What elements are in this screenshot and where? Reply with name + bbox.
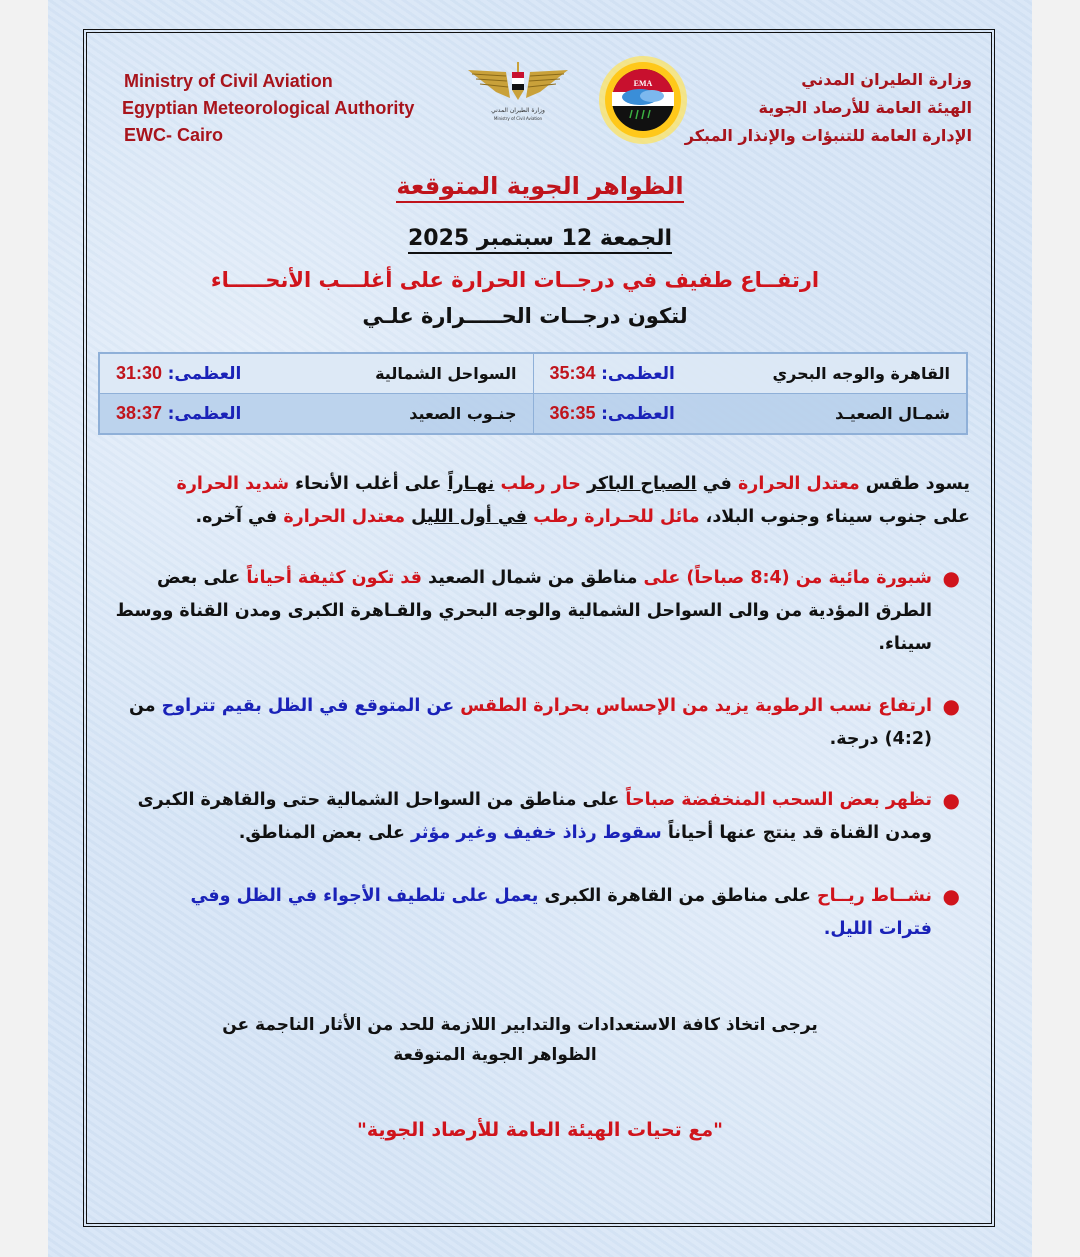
text-segment: ارتفاع نسب الرطوبة يزيد من الإحساس بحرارة الطقس (460, 696, 932, 716)
intro-line-2 (110, 501, 970, 534)
header-arabic (685, 66, 972, 150)
bullet-dot-icon: ● (942, 788, 960, 812)
bullet-item (102, 562, 960, 661)
max-temp-value: 35:34 (549, 363, 596, 383)
text-segment: نشــاط ريــاح (817, 886, 932, 906)
bullet-text (138, 790, 932, 843)
date-text: الجمعة 12 سبتمبر 2025 (408, 226, 672, 254)
max-temp-value: 38:37 (116, 403, 163, 423)
text-segment: شديد الحرارة (176, 474, 290, 494)
signoff: "مع تحيات الهيئة العامة للأرصاد الجوية" (356, 1119, 724, 1141)
max-label: العظمى: (167, 364, 242, 384)
text-segment: في آخره. (195, 507, 284, 527)
logo-caption-ar: وزارة الطيران المدني (491, 107, 545, 114)
text-segment: على أغلب الأنحاء (289, 474, 448, 494)
bullet-text (129, 696, 932, 749)
table-cell (533, 394, 967, 435)
ministry-name-ar: وزارة الطيران المدني (801, 70, 972, 89)
ministry-name-en: Ministry of Civil Aviation (124, 71, 333, 91)
title-text: الظواهر الجوية المتوقعة (396, 172, 683, 203)
directorate-name-ar: الإدارة العامة للتنبؤات والإنذار المبكر (684, 126, 972, 145)
temperature-table (98, 352, 968, 435)
bullet-text (190, 886, 932, 939)
center-name-en: EWC- Cairo (124, 125, 223, 145)
ema-sun-logo (598, 52, 688, 152)
table-cell (99, 353, 533, 394)
bullet-dot-icon: ● (942, 566, 960, 590)
region-name: القاهرة والوجه البحري (772, 364, 950, 383)
authority-name-en: Egyptian Meteorological Authority (122, 98, 415, 118)
text-segment: قد تكون كثيفة أحياناً (246, 568, 422, 588)
table-row (99, 353, 967, 394)
bullet-dot-icon: ● (942, 884, 960, 908)
max-temp-value: 36:35 (549, 403, 596, 423)
header-english (124, 68, 414, 149)
max-temp-value: 31:30 (116, 363, 163, 383)
max-label: العظمى: (167, 404, 242, 424)
closing-note (0, 1010, 1080, 1070)
subheadline: لتكون درجــات الحـــــرارة علـي (362, 304, 688, 328)
text-segment: في أول الليل (411, 507, 528, 527)
text-segment: يعمل على تلطيف الأجواء في الظل وفي فترات الليل. (190, 886, 932, 939)
text-segment: من (4:2) درجة. (128, 696, 932, 749)
intro-paragraph (110, 468, 970, 534)
forecast-date (0, 222, 1080, 256)
text-segment: على مناطق من السواحل الشمالية حتى والقاهرة الكبرى ومدن القناة قد ينتج عنها أحياناً (137, 790, 932, 843)
text-segment: مناطق من شمال الصعيد (422, 568, 638, 588)
bullet-item (132, 880, 960, 946)
authority-name-ar: الهيئة العامة للأرصاد الجوية (758, 98, 972, 117)
table-cell (99, 394, 533, 435)
table-cell (533, 353, 967, 394)
closing-line-1: يرجى اتخاذ كافة الاستعدادات والتدابير اللازمة للحد من الأثار الناجمة عن (222, 1015, 818, 1035)
text-segment: نهـاراً (447, 474, 495, 494)
text-segment: مائل للحـرارة رطب (533, 507, 700, 527)
text-segment: على (637, 568, 687, 588)
text-segment: على بعض الطرق المؤدية من والى السواحل الشمالية والوجه البحري والقـاهرة الكبرى ومدن القناة ووسط سيناء. (115, 568, 932, 654)
ema-text: EMA (633, 79, 653, 88)
max-label: العظمى: (601, 404, 675, 424)
closing-line-2: الظواهر الجوية المتوقعة (393, 1045, 597, 1065)
document-title (0, 168, 1080, 204)
region-name: السواحل الشمالية (375, 364, 517, 383)
bullet-item (102, 784, 960, 850)
intro-line-1 (110, 468, 970, 501)
text-segment: في (696, 474, 738, 494)
text-segment: على جنوب سيناء وجنوب البلاد، (699, 507, 970, 527)
bullet-dot-icon: ● (942, 694, 960, 718)
ministry-wings-logo (466, 62, 570, 124)
text-segment: على بعض المناطق. (238, 823, 412, 843)
text-segment: حار رطب (500, 474, 581, 494)
max-label: العظمى: (601, 364, 675, 384)
logo-caption-en: Ministry of Civil Aviation (493, 116, 543, 121)
text-segment: عن المتوقع في الظل بقيم تتراوح (161, 696, 461, 716)
text-segment: تظهر بعض السحب المنخفضة صباحاً (625, 790, 932, 810)
text-segment: على مناطق من القاهرة الكبرى (538, 886, 818, 906)
text-segment: سقوط رذاذ خفيف وغير مؤثر (411, 823, 662, 843)
text-segment: الصباح الباكر (586, 474, 697, 494)
bullet-text (116, 568, 932, 654)
text-segment: شبورة مائية من (8:4 صباحاً) (686, 568, 932, 588)
table-row (99, 394, 967, 435)
text-segment: معتدل الحرارة (737, 474, 860, 494)
region-name: جنـوب الصعيد (409, 404, 517, 423)
text-segment: يسود طقس (859, 474, 970, 494)
text-segment: معتدل الحرارة (283, 507, 406, 527)
bullet-item (102, 690, 960, 756)
headline: ارتفــاع طفيف في درجــات الحرارة على أغلـــب الأنحـــــاء (210, 268, 820, 292)
region-name: شمـال الصعيـد (835, 404, 950, 423)
